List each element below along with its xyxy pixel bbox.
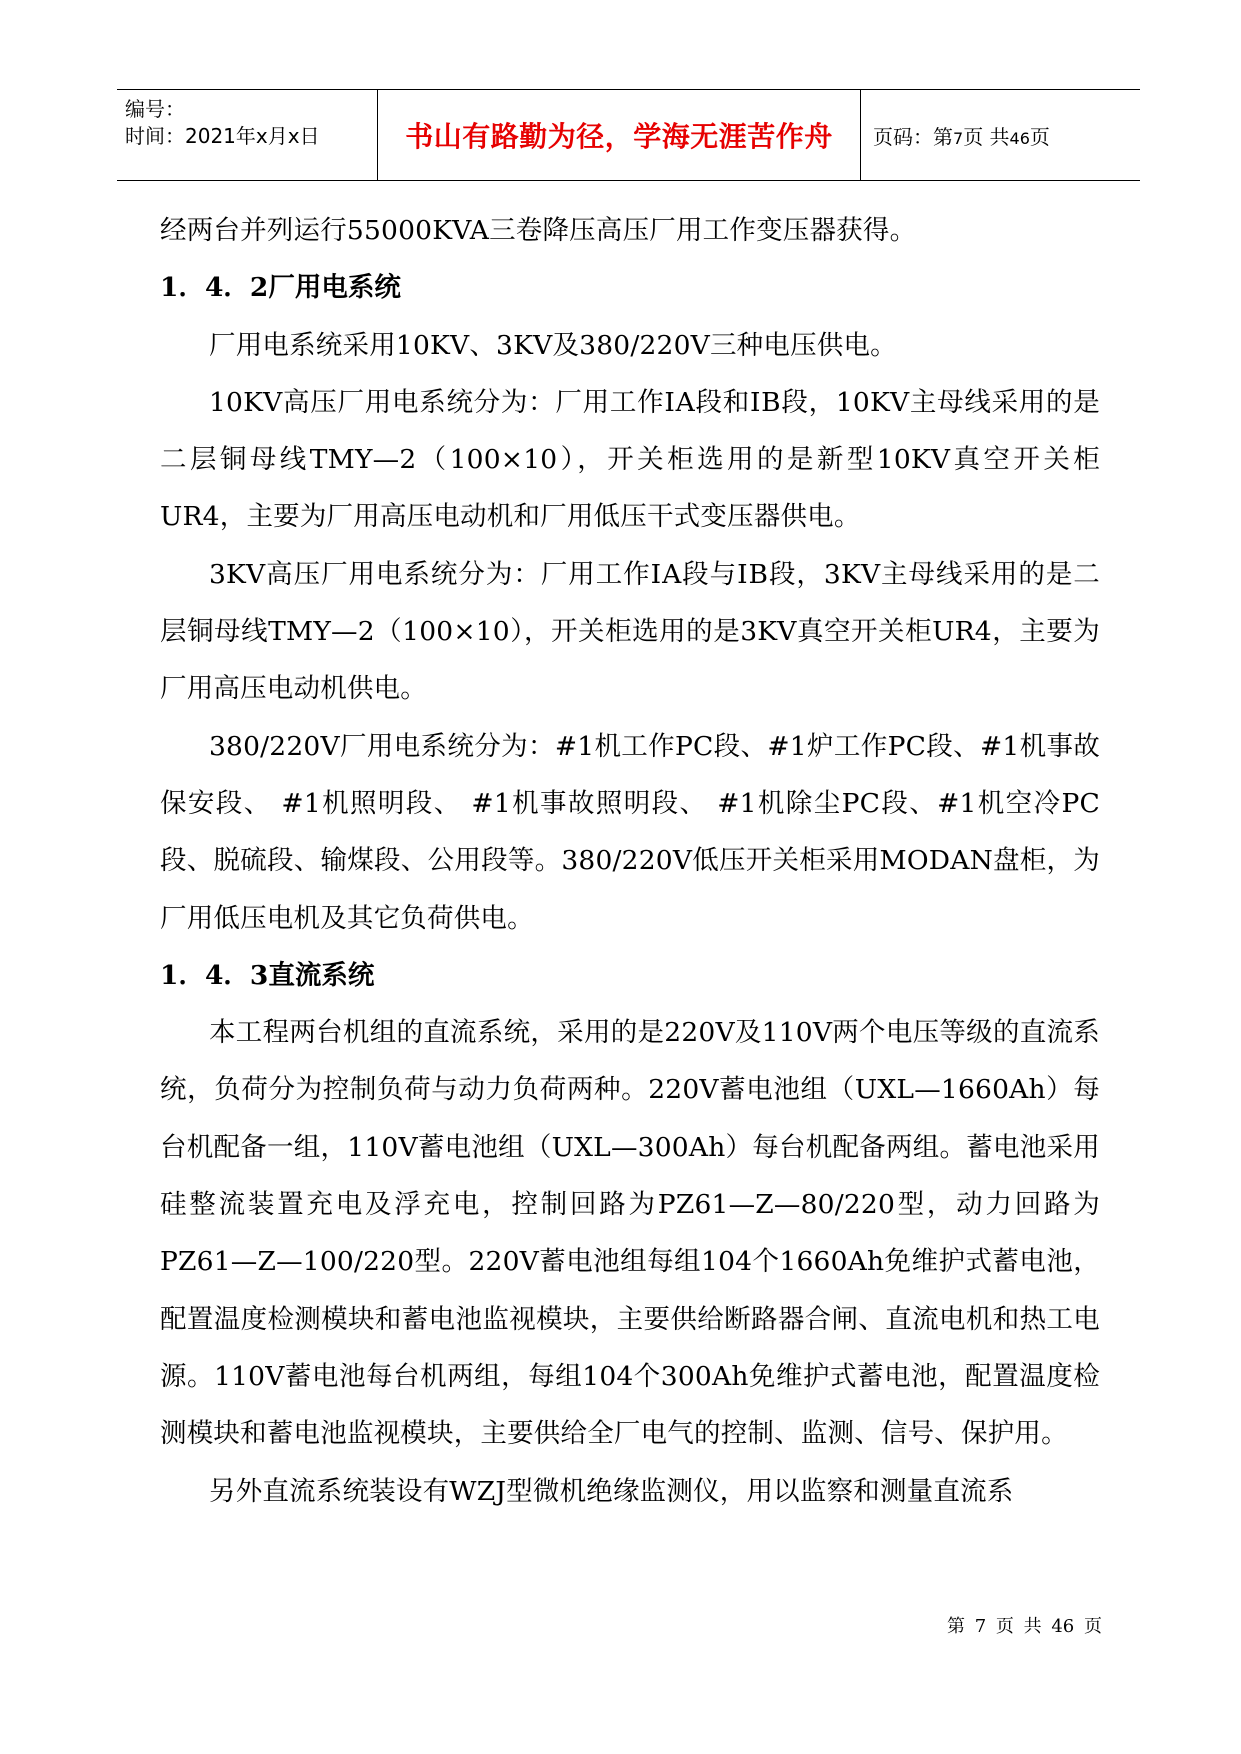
page-footer: 第 7 页 共 46 页 bbox=[947, 1616, 1102, 1637]
document-number-label: 编号： bbox=[125, 97, 185, 121]
body-paragraph: 380/220V厂用电系统分为：#1机工作PC段、#1炉工作PC段、#1机事故保安段、 #1机照明段、 #1机事故照明段、 #1机除尘PC段、#1机空冷PC段、脱硫段、输煤段、公用段等。380/220V低压开关柜采用MODAN盘柜，为厂用低压电机及其它负荷供电。 bbox=[160, 730, 1100, 934]
header-info-cell bbox=[117, 90, 377, 180]
header-motto: 书山有路勤为径，学海无涯苦作舟 bbox=[405, 120, 833, 153]
page-header bbox=[117, 89, 1140, 181]
body-paragraph: 本工程两台机组的直流系统，采用的是220V及110V两个电压等级的直流系统，负荷分为控制负荷与动力负荷两种。220V蓄电池组（UXL—1660Ah）每台机配备一组，110V蓄电池组（UXL—300Ah）每台机配备两组。蓄电池采用硅整流装置充电及浮充电，控制回路为PZ61—Z—80/220型，动力回路为PZ61—Z—100/220型。220V蓄电池组每组104个1660Ah免维护式蓄电池，配置温度检测模块和蓄电池监视模块，主要供给断路器合闸、直流电机和热工电源。110V蓄电池每台机两组，每组104个300Ah免维护式蓄电池，配置温度检测模块和蓄电池监视模块，主要供给全厂电气的控制、监测、信号、保护用。 bbox=[160, 1017, 1100, 1450]
page-current: 7 bbox=[953, 128, 964, 148]
page-mid: 页 共 bbox=[963, 124, 1010, 149]
document-time-label: 时间：2021年x月x日 bbox=[125, 124, 320, 148]
body-paragraph: 10KV高压厂用电系统分为：厂用工作ⅠA段和ⅠB段，10KV主母线采用的是二层铜母线TMY—2（100×10），开关柜选用的是新型10KV真空开关柜UR4，主要为厂用高压电动机和厂用低压干式变压器供电。 bbox=[160, 386, 1100, 533]
section-heading: 1．4．3直流系统 bbox=[160, 959, 375, 991]
section-heading: 1．4．2厂用电系统 bbox=[160, 272, 401, 304]
page-prefix: 页码：第 bbox=[873, 124, 953, 149]
body-paragraph: 厂用电系统采用10KV、3KV及380/220V三种电压供电。 bbox=[209, 329, 897, 361]
page-suffix: 页 bbox=[1029, 124, 1050, 149]
header-page-cell bbox=[861, 90, 1140, 180]
header-page-number bbox=[873, 121, 1050, 150]
page-total: 46 bbox=[1009, 128, 1030, 148]
body-paragraph: 经两台并列运行55000KVA三卷降压高压厂用工作变压器获得。 bbox=[160, 215, 917, 246]
body-paragraph: 3KV高压厂用电系统分为：厂用工作ⅠA段与ⅠB段，3KV主母线采用的是二层铜母线TMY—2（100×10），开关柜选用的是3KV真空开关柜UR4，主要为厂用高压电动机供电。 bbox=[160, 558, 1100, 705]
document-body bbox=[160, 202, 1100, 1520]
body-paragraph: 另外直流系统装设有WZJ型微机绝缘监测仪，用以监察和测量直流系 bbox=[209, 1475, 1014, 1507]
header-motto-cell bbox=[377, 90, 861, 180]
